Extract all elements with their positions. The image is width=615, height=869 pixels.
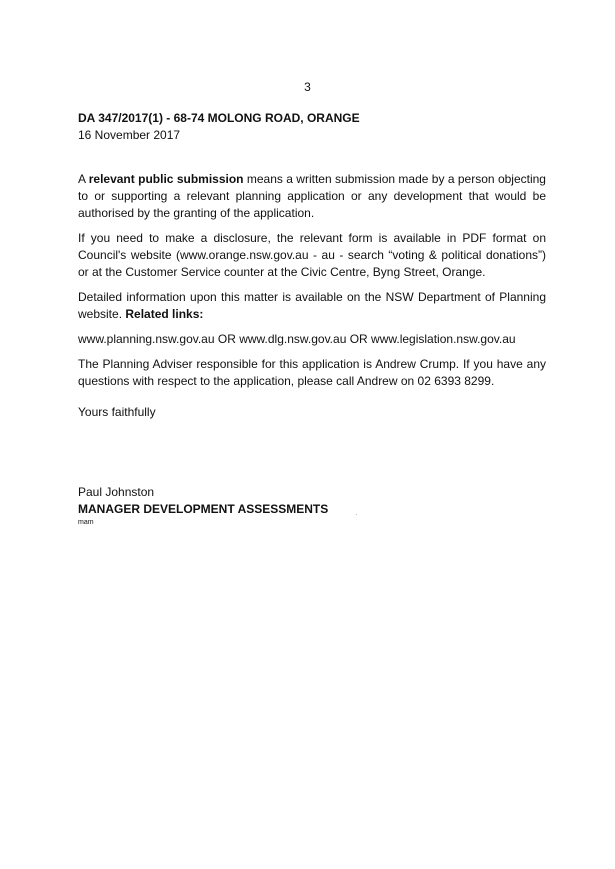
paragraph-links: www.planning.nsw.gov.au OR www.dlg.nsw.gov.au OR www.legislation.nsw.gov.au xyxy=(78,332,516,346)
paragraph-information xyxy=(78,289,546,323)
definition-text: means a written submission made by a person objecting to or supporting a relevant planning application or any development that would be authorised by the granting of the application. xyxy=(78,172,546,220)
spacer xyxy=(78,144,546,171)
closing-salutation: Yours faithfully xyxy=(78,405,156,419)
signatory-name: Paul Johnston xyxy=(78,485,155,499)
paragraph-definition xyxy=(78,171,546,222)
typist-initials: mam xyxy=(78,519,94,526)
reference-heading: DA 347/2017(1) - 68-74 MOLONG ROAD, ORANGE xyxy=(78,111,360,125)
scan-speck xyxy=(356,514,357,515)
signature-space xyxy=(78,429,546,484)
definition-prefix: A xyxy=(78,172,89,186)
information-text: Detailed information upon this matter is available on the NSW Department of Planning website. xyxy=(78,290,546,321)
paragraph-contact: The Planning Adviser responsible for this application is Andrew Crump. If you have any questions with respect to the application, please call Andrew on 02 6393 8299. xyxy=(78,357,546,388)
letter-body xyxy=(78,110,546,528)
paragraph-disclosure: If you need to make a disclosure, the relevant form is available in PDF format on Council's website (www.orange.nsw.gov.au - au - search “voting & political donations”) or at the Customer Service counter at the Civic Centre, Byng Street, Orange. xyxy=(78,231,546,279)
related-links-label: Related links: xyxy=(125,307,204,321)
letter-date: 16 November 2017 xyxy=(78,128,181,142)
page-number: 3 xyxy=(304,80,311,94)
signatory-title: MANAGER DEVELOPMENT ASSESSMENTS xyxy=(78,502,329,516)
definition-term: relevant public submission xyxy=(88,172,244,186)
